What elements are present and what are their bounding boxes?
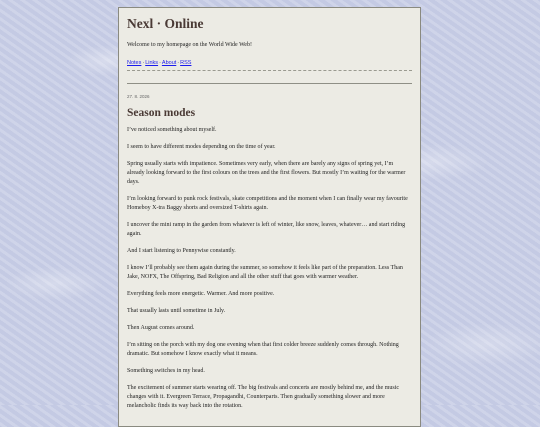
post-date: 27. 8. 2026 <box>127 94 150 99</box>
post-paragraph: I’ve noticed something about myself. <box>127 127 217 133</box>
site-title[interactable]: Nexl · Online <box>127 16 204 31</box>
post-paragraph: Then August comes around. <box>127 325 195 331</box>
post-paragraph: I uncover the mini ramp in the garden from whatever is left of winter, like snow, leaves, whatever… and start riding again. <box>127 222 406 237</box>
post-paragraph: I’m sitting on the porch with my dog one evening when that first colder breeze suddenly comes through. Nothing dramatic. But somehow I know exactly what it means. <box>127 342 399 357</box>
header-divider <box>127 83 412 84</box>
post-paragraph: I’m looking forward to punk rock festivals, skate competitions and the moment when I can finally wear my favourite Homeboy X-tra Baggy shorts and oversized T-shirts again. <box>127 196 408 211</box>
nav-separator: · <box>177 60 180 66</box>
nav-link-links[interactable]: Links <box>145 60 159 66</box>
post-paragraph: Everything feels more energetic. Warmer. And more positive. <box>127 291 275 297</box>
welcome-text: Welcome to my homepage on the World Wide Web! <box>127 42 252 48</box>
nav-separator: · <box>142 60 145 66</box>
nav-link-about[interactable]: About <box>161 60 177 66</box>
post-paragraph: Spring usually starts with impatience. Sometimes very early, when there are barely any signs of spring yet, I’m already looking forward to the first colours on the trees and the first flowers. But mostly I’m waiting for the warmer days. <box>127 161 406 185</box>
page-container <box>118 7 421 427</box>
nav-link-rss[interactable]: RSS <box>180 60 192 66</box>
post-title: Season modes <box>127 107 196 119</box>
post-paragraph: That usually lasts until sometime in July. <box>127 308 226 314</box>
blog-post <box>127 94 412 411</box>
nav-link-notes[interactable]: Notes <box>127 60 142 66</box>
post-paragraph: Something switches in my head. <box>127 368 205 374</box>
post-body <box>127 126 412 411</box>
nav-divider <box>127 70 412 71</box>
main-nav <box>127 60 412 66</box>
nav-separator: · <box>159 60 161 66</box>
post-paragraph: The excitement of summer starts wearing off. The big festivals and concerts are mostly behind me, and the music changes with it. Evergreen Terrace, Propagandhi, Counterparts. Then gradually something slower and more melancholic finds its way back into the rotation. <box>127 385 400 409</box>
post-paragraph: And I start listening to Pennywise constantly. <box>127 248 236 254</box>
post-paragraph: I know I’ll probably see them again during the summer, so somehow it feels like part of the preparation. Less Than Jake, NOFX, The Offspring, Bad Religion and all the other stuff that goes with warmer weather. <box>127 265 403 280</box>
post-paragraph: I seem to have different modes depending on the time of year. <box>127 144 276 150</box>
